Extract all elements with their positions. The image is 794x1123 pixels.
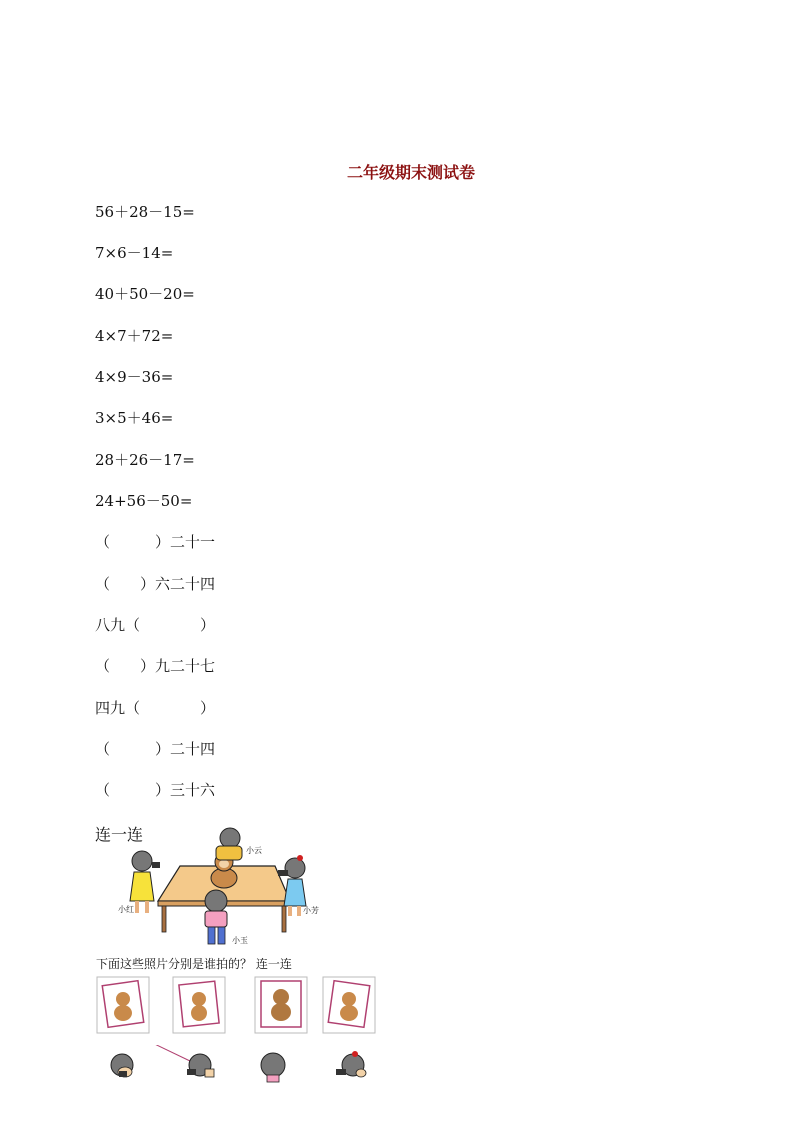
exercise-line: 56＋28－15= [95, 203, 195, 221]
name-label-left: 小红 [118, 905, 134, 914]
exercise-line: 四九（ ） [95, 699, 216, 717]
exercise-line: 28＋26－17= [95, 451, 195, 469]
exercise-line: 24+56－50= [95, 492, 193, 510]
exercise-line: 3×5＋46= [95, 409, 174, 427]
exercise-line: 7×6－14= [95, 244, 174, 262]
matching-heading: 连一连 [95, 825, 144, 844]
child-left-icon [130, 851, 160, 913]
connecting-line [140, 1045, 190, 1061]
child-head-3-icon [261, 1053, 285, 1082]
exercise-line: 40＋50－20= [95, 285, 195, 303]
exercise-line: 八九（ ） [95, 616, 216, 634]
photo-2-icon [173, 977, 225, 1033]
name-label-right: 小芳 [303, 906, 319, 915]
photo-3-icon [255, 977, 307, 1033]
exercise-line: （ ）九二十七 [95, 657, 216, 675]
exercise-line: （ ）六二十四 [95, 575, 216, 593]
child-bottom-icon [205, 890, 227, 944]
child-head-1-icon [111, 1054, 133, 1077]
table-scene-illustration [110, 826, 350, 948]
page-title: 二年级期末测试卷 [346, 163, 475, 182]
child-top-icon [216, 828, 242, 860]
photo-4-icon [323, 977, 375, 1033]
exercise-line: （ ）二十四 [95, 740, 216, 758]
photo-1-icon [97, 977, 149, 1033]
exercise-line: 4×9－36= [95, 368, 174, 386]
children-row [95, 1045, 385, 1090]
name-label-bottom: 小玉 [232, 936, 248, 945]
photo-row [95, 975, 385, 1035]
child-head-2-icon [187, 1054, 214, 1077]
matching-caption: 下面这些照片分别是谁拍的？ 连一连 [96, 957, 292, 971]
exercise-line: 4×7＋72= [95, 327, 174, 345]
name-label-top: 小云 [246, 846, 262, 855]
exercise-line: （ ）三十六 [95, 781, 216, 799]
child-head-4-icon [336, 1051, 366, 1077]
exercise-line: （ ）二十一 [95, 533, 216, 551]
